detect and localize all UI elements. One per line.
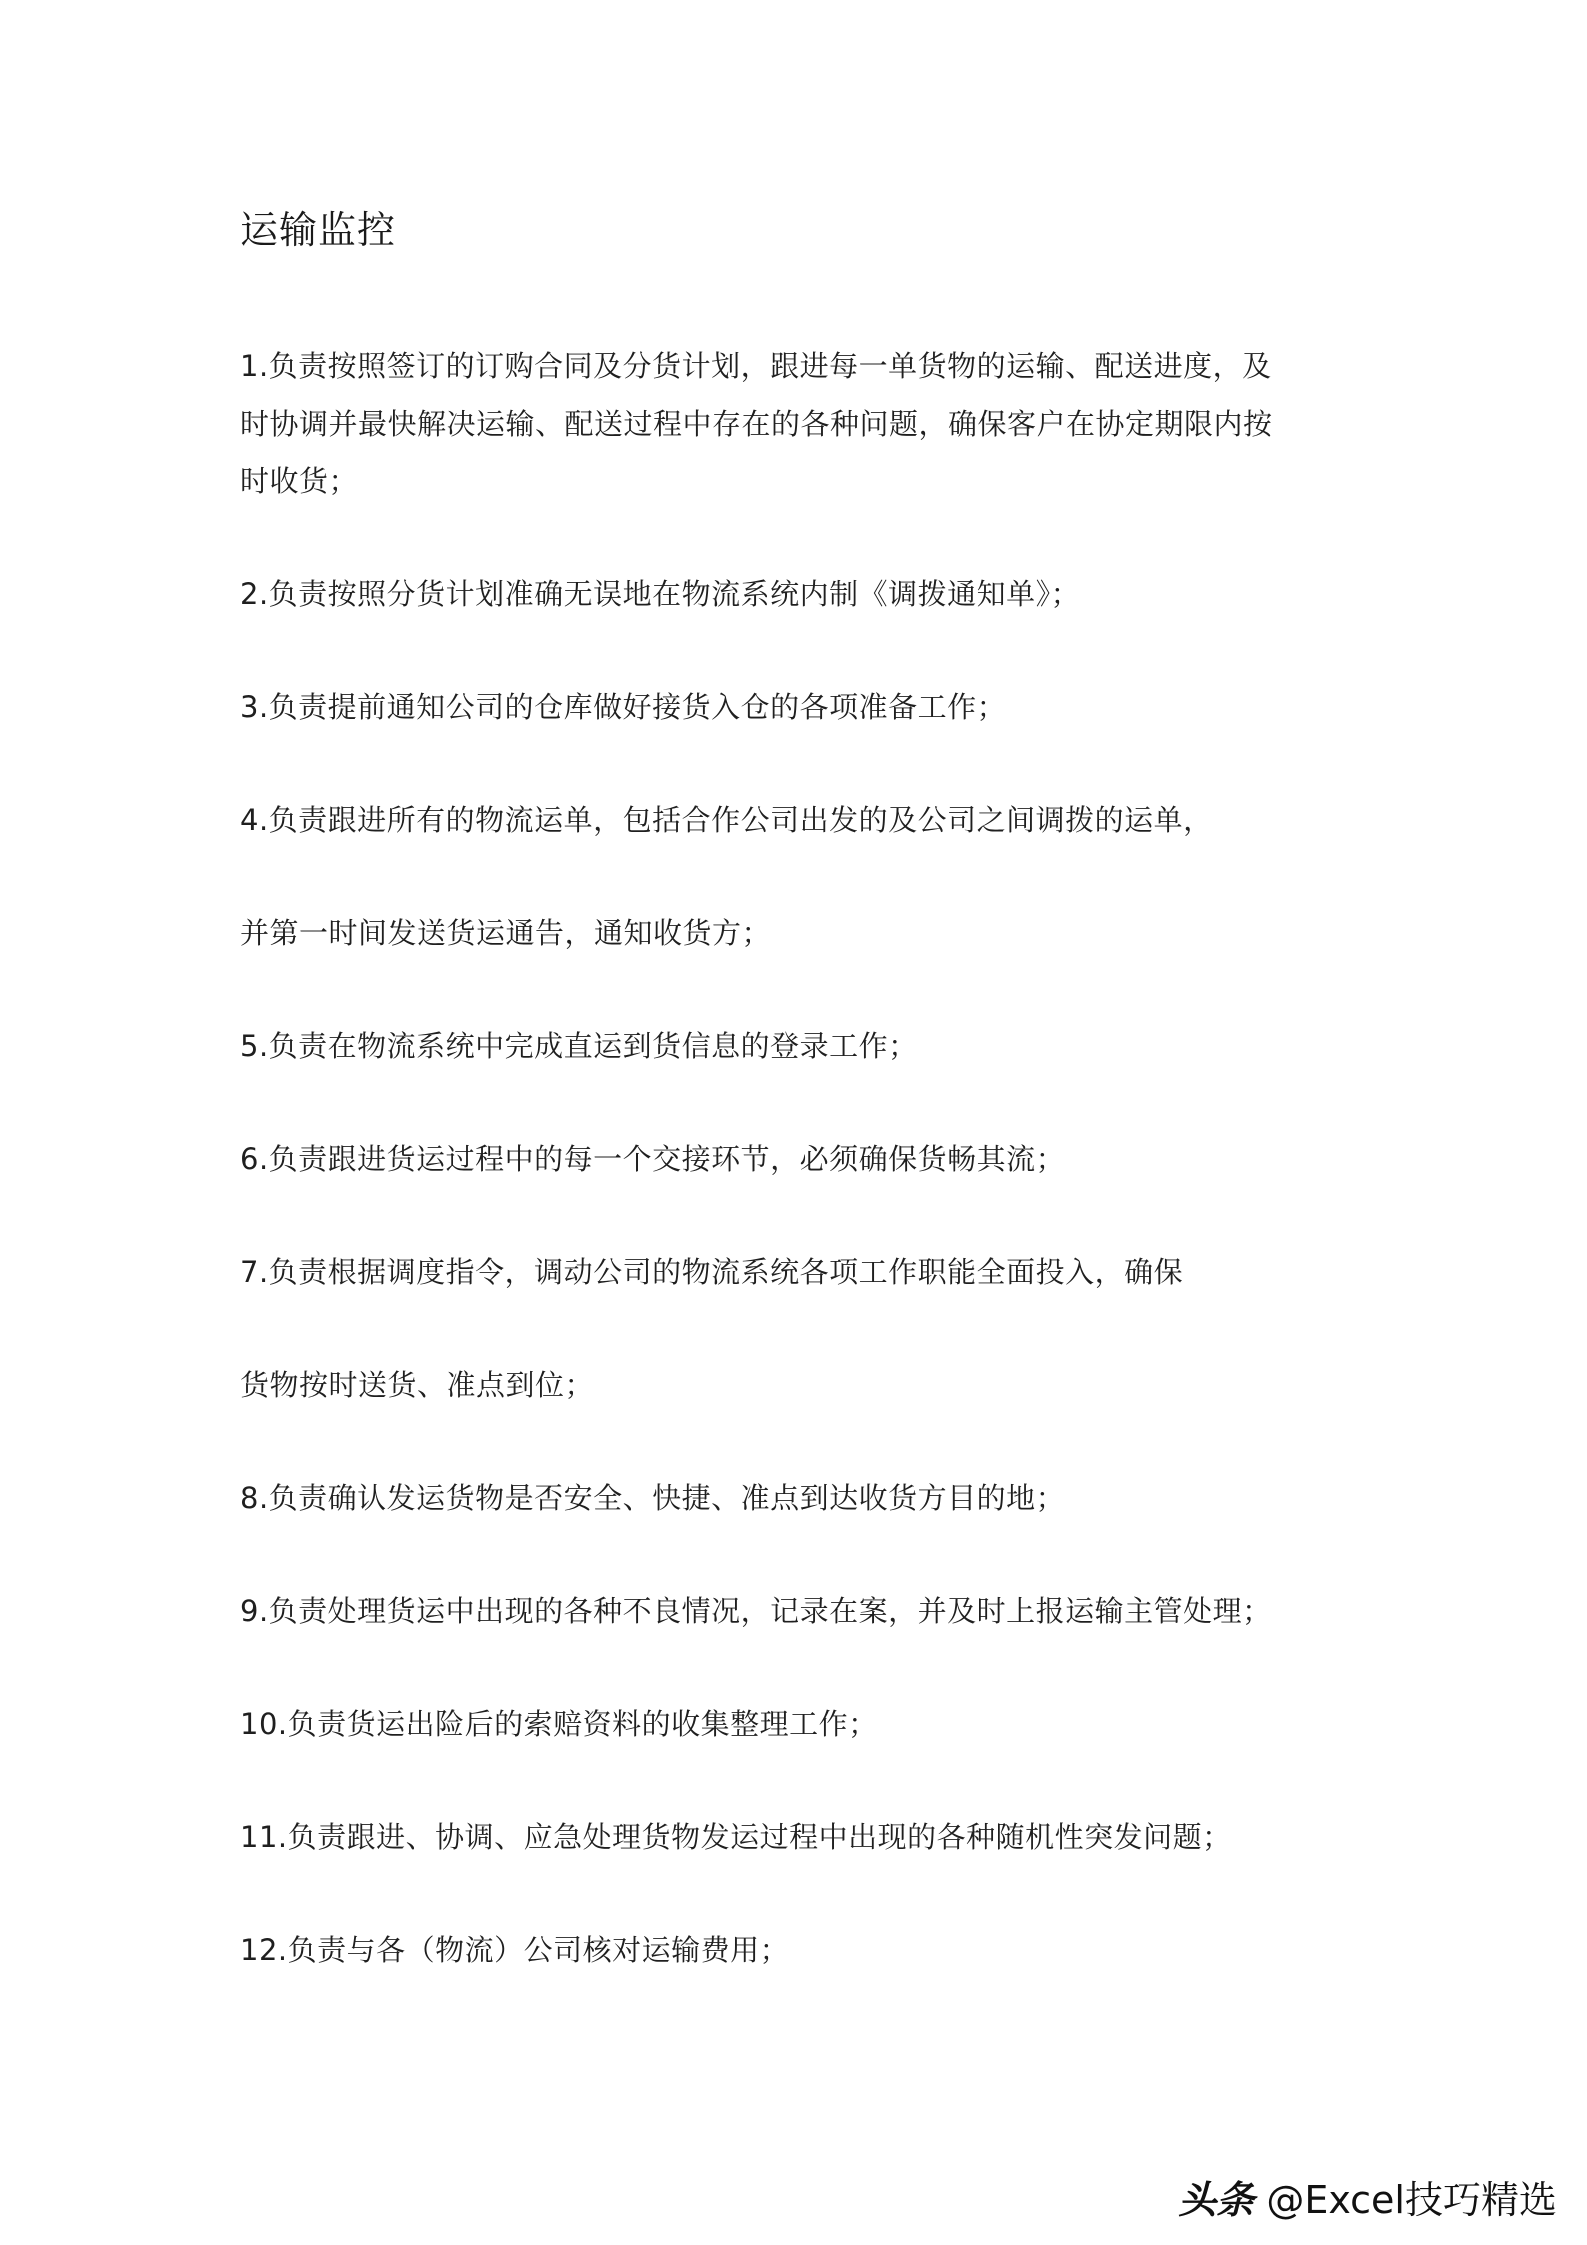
line-8: 5.负责在物流系统中完成直运到货信息的登录工作；: [240, 1029, 918, 1063]
document-title: 运输监控: [240, 208, 397, 252]
line-15: 11.负责跟进、协调、应急处理货物发运过程中出现的各种随机性突发问题；: [240, 1820, 1232, 1854]
watermark-logo: 头条: [1178, 2178, 1255, 2222]
line-5: 3.负责提前通知公司的仓库做好接货入仓的各项准备工作；: [240, 690, 1007, 724]
line-12: 8.负责确认发运货物是否安全、快捷、准点到达收货方目的地；: [240, 1481, 1066, 1515]
line-1: 1.负责按照签订的订购合同及分货计划，跟进每一单货物的运输、配送进度，及: [240, 349, 1272, 383]
line-14: 10.负责货运出险后的索赔资料的收集整理工作；: [240, 1707, 878, 1741]
line-9: 6.负责跟进货运过程中的每一个交接环节，必须确保货畅其流；: [240, 1142, 1066, 1176]
line-7: 并第一时间发送货运通告，通知收货方；: [240, 916, 772, 950]
line-11: 货物按时送货、准点到位；: [240, 1368, 595, 1402]
line-4: 2.负责按照分货计划准确无误地在物流系统内制《调拨通知单》；: [240, 577, 1081, 611]
line-2: 时协调并最快解决运输、配送过程中存在的各种问题，确保客户在协定期限内按: [240, 407, 1273, 441]
line-3: 时收货；: [240, 464, 359, 498]
line-16: 12.负责与各（物流）公司核对运输费用；: [240, 1933, 790, 1967]
watermark-handle: @Excel技巧精选: [1266, 2178, 1557, 2222]
line-10: 7.负责根据调度指令，调动公司的物流系统各项工作职能全面投入，确保: [240, 1255, 1184, 1289]
watermark: [1178, 2175, 1557, 2225]
line-6: 4.负责跟进所有的物流运单，包括合作公司出发的及公司之间调拨的运单，: [240, 803, 1213, 837]
line-13: 9.负责处理货运中出现的各种不良情况，记录在案，并及时上报运输主管处理；: [240, 1594, 1272, 1628]
